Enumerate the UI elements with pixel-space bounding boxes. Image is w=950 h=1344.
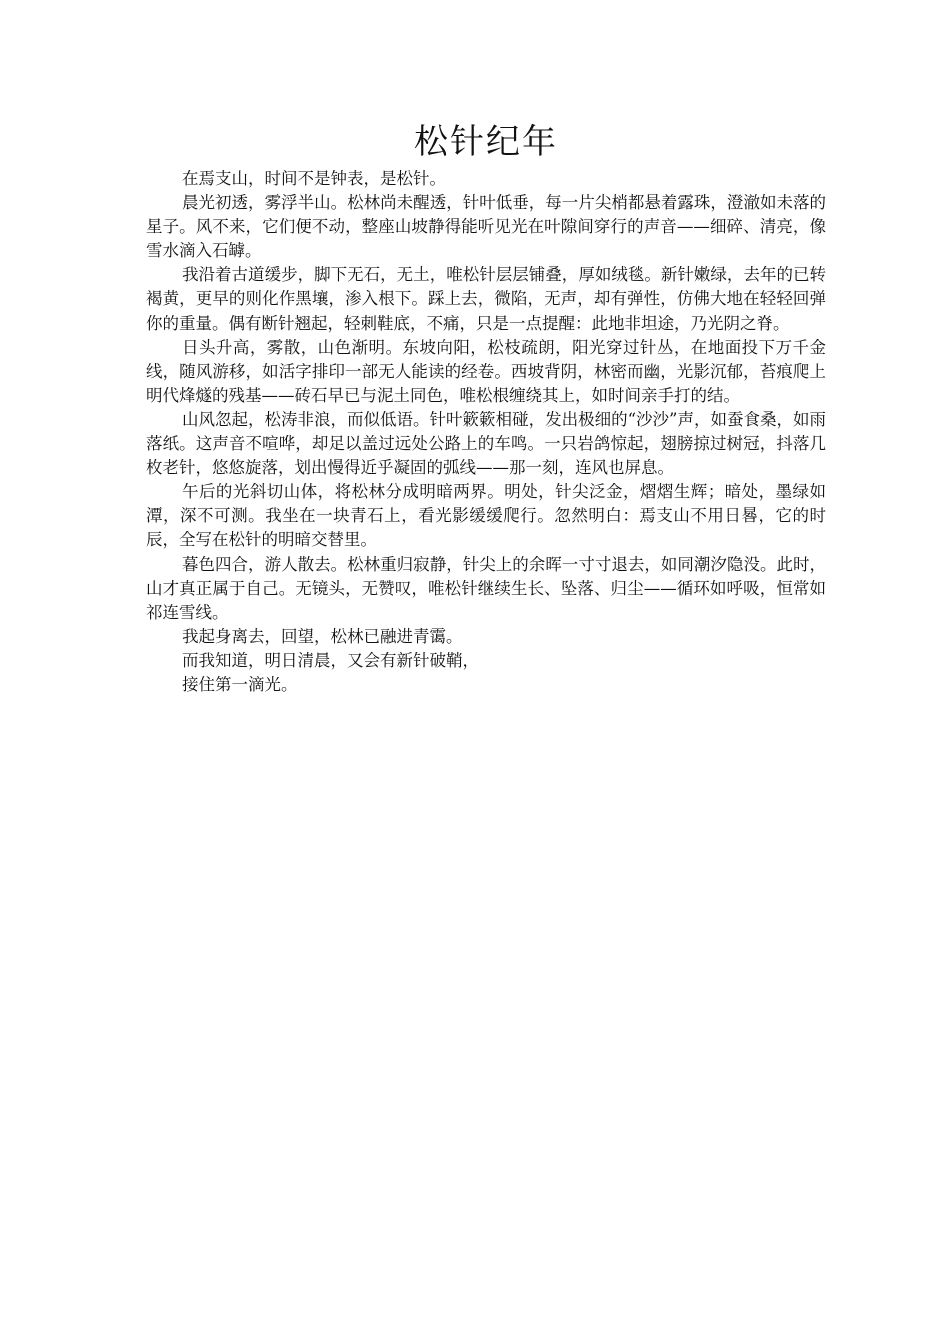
paragraph-7: 暮色四合，游人散去。松林重归寂静，针尖上的余晖一寸寸退去，如同潮汐隐没。此时，山才真正属于自己。无镜头，无赞叹，唯松针继续生长、坠落、归尘——循环如呼吸，恒常如祁连雪线。 — [146, 554, 826, 622]
paragraph-1: 在焉支山，时间不是钟表，是松针。 — [182, 169, 446, 188]
paragraph-5: 山风忽起，松涛非浪，而似低语。针叶簌簌相碰，发出极细的“沙沙”声，如蚕食桑，如雨落纸。这声音不喧哗，却足以盖过远处公路上的车鸣。一只岩鸽惊起，翅膀掠过树冠，抖落几枚老针，悠悠旋落，划出慢得近乎凝固的弧线——那一刻，连风也屏息。 — [146, 409, 826, 478]
paragraph-9: 而我知道，明日清晨，又会有新针破鞘， — [182, 650, 479, 670]
paragraph-3: 我沿着古道缓步，脚下无石，无土，唯松针层层铺叠，厚如绒毯。新针嫩绿，去年的已转褐黄，更早的则化作黑壤，渗入根下。踩上去，微陷，无声，却有弹性，仿佛大地在轻轻回弹你的重量。偶有断针翘起，轻刺鞋底，不痛，只是一点提醒：此地非坦途，乃光阴之脊。 — [146, 265, 826, 333]
document-page — [146, 118, 826, 697]
paragraph-6: 午后的光斜切山体，将松林分成明暗两界。明处，针尖泛金，熠熠生辉；暗处，墨绿如潭，深不可测。我坐在一块青石上，看光影缓缓爬行。忽然明白：焉支山不用日晷，它的时辰，全写在松针的明暗交替里。 — [146, 482, 826, 550]
paragraph-10: 接住第一滴光。 — [182, 674, 298, 694]
paragraph-4: 日头升高，雾散，山色渐明。东坡向阳，松枝疏朗，阳光穿过针丛，在地面投下万千金线，随风游移，如活字排印一部无人能读的经卷。西坡背阴，林密而幽，光影沉郁，苔痕爬上明代烽燧的残基——砖石早已与泥土同色，唯松根缠绕其上，如时间亲手打的结。 — [146, 337, 826, 405]
paragraph-8: 我起身离去，回望，松林已融进青霭。 — [182, 626, 463, 646]
paragraph-2: 晨光初透，雾浮半山。松林尚未醒透，针叶低垂，每一片尖梢都悬着露珠，澄澈如未落的星子。风不来，它们便不动，整座山坡静得能听见光在叶隙间穿行的声音——细碎、清亮，像雪水滴入石罅。 — [146, 193, 826, 261]
page-title: 松针纪年 — [414, 122, 558, 162]
